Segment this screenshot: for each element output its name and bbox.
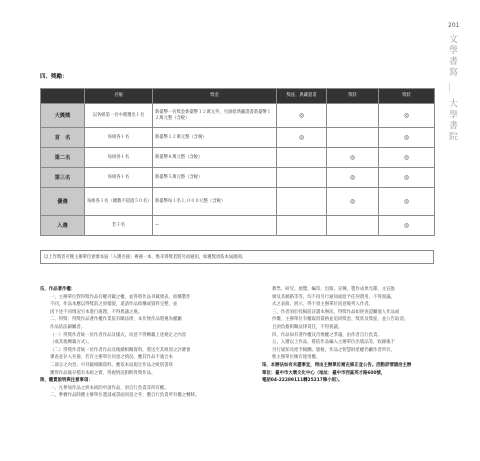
plaque-mark: ◎ [379, 188, 435, 216]
rule-line: 教學、研究、展覽、編印、出版、宣傳、製作成果光碟、文宣推 [272, 287, 395, 292]
certificate-mark [327, 104, 379, 128]
rule-line: 一、主辦單位對得獎作品有權刊載之權，並得將作品刊載發表、結構製作 [50, 294, 191, 300]
quota-cell: 每組各１名 [85, 168, 153, 188]
quota-cell: 每組各１名 [85, 128, 153, 148]
award-name-cell: 優選 [41, 188, 85, 216]
quota-cell: 每組各１名（總數不超過５０名） [85, 188, 153, 216]
prize-cell: — [153, 216, 277, 236]
rule-line: （一）得獎作者統一於作者作品及樣式，同意不得轉載上述規定之內容 [50, 332, 187, 338]
certificate-mark: ◎ [327, 188, 379, 216]
table-row [41, 216, 435, 236]
rule-line: 五、入選以上作品，將依作品編入主辦單位出版品等，收錄後不 [272, 340, 395, 346]
table-row [41, 148, 435, 168]
table-row [41, 188, 435, 216]
certificate-mark: ◎ [327, 148, 379, 168]
rule-line: 因下述不同情況另本進行處理，不得異議之處。 [50, 309, 143, 315]
trophy-mark: ◎ [277, 128, 327, 148]
trophy-mark [277, 168, 327, 188]
plaque-mark: ◎ [379, 128, 435, 148]
trophy-mark [277, 148, 327, 168]
rule-line: （或其他轉載方式）。 [50, 340, 92, 346]
table-row [41, 128, 435, 148]
prize-cell: 新臺幣一名獎金新臺幣１２萬元外，另頒給典藏證書新臺幣１２萬元整（含稅） [153, 104, 277, 128]
rule-line: 一、凡參加作品之經本組的申請作品，須自行負責其所有權。 [50, 385, 169, 391]
rule-line: 抄襲，主辦單位有權取消資格並追回獎金、獎狀及獎座，並公告取消， [272, 317, 409, 323]
header-award-name [41, 89, 85, 104]
page-number: 201 [448, 22, 460, 29]
plaque-mark: ◎ [379, 104, 435, 128]
rule-line: 作品依法歸屬者。 [50, 324, 86, 330]
plaque-mark: ◎ [379, 148, 435, 168]
award-name-cell: 首 名 [41, 128, 85, 148]
certificate-mark [327, 128, 379, 148]
quota-cell: 每組各１名 [85, 148, 153, 168]
rule-line: 審查並存入名冊，若有主辦單位同意之情況，應其作品不適合本 [50, 355, 173, 361]
prize-cell: 新臺幣１２萬元整（含稅） [153, 128, 277, 148]
awards-table-header-row [41, 89, 435, 104]
certificate-mark [327, 216, 379, 236]
trophy-mark [277, 188, 327, 216]
award-name-cell: 大獎獎 [41, 104, 85, 128]
rule-line: 四、作品如有著作權及肖像權之爭議，由作者自行負責。 [272, 332, 382, 338]
trophy-mark [277, 216, 327, 236]
award-name-cell: 第二名 [41, 148, 85, 168]
table-row [41, 168, 435, 188]
prize-cell: 新臺幣每１名１,０００元整（含稅） [153, 188, 277, 216]
quota-cell: 若干名 [85, 216, 153, 236]
rule-line: 惟主辦單位擁有使用權。 [272, 355, 321, 361]
rule-line: 且須負擔相關法律責任，不得異議。 [272, 324, 343, 330]
header-prize: 獎金 [153, 89, 277, 104]
vertical-book-title: 文學書寫 ＿ 大學書院 [447, 34, 457, 143]
rule-line: 另行通知及給予稿酬、版稅。作品之智慧財產權仍屬作者所有， [272, 347, 395, 353]
rule-line: 二、得獎：得獎作品著作權作業依有關法律，本作無作品將視為權屬 [50, 317, 182, 323]
header-plaque: 獎狀 [379, 89, 435, 104]
rule-line: 不同，作品本應以得獎前之原樣貌，還請作品結構或資料完整，並 [50, 302, 178, 308]
rules-column-right [262, 286, 448, 385]
header-certificate: 獎狀 [327, 89, 379, 104]
rule-line: 廣及其網路等等，均不再另行通知或給予任何費用，不得異議。 [272, 294, 395, 300]
rule-line: 陸、權責說明與注意事項： [40, 378, 93, 384]
rules-column-left [40, 286, 226, 400]
rule-line: 單位：臺中市大墩文化中心（地址：臺中市西區英才路600號， [262, 370, 386, 376]
rule-line: 式之表演、展示，得不須主辦單位同意後列入作者。 [272, 302, 373, 308]
awards-table [40, 88, 435, 236]
certificate-mark: ◎ [327, 168, 379, 188]
trophy-mark: ◎ [277, 104, 327, 128]
awards-table-note: 以上作獎者可獲主辦單位頒發本屆「入選名冊」專冊一本，惟未得獎者將另函通知，如獲獎須依本屆規則。 [40, 250, 434, 264]
award-name-cell: 第三名 [41, 168, 85, 188]
award-name-cell: 入選 [41, 216, 85, 236]
prize-cell: 新臺幣５萬元整（含稅） [153, 168, 277, 188]
header-quota: 名額 [85, 89, 153, 104]
header-trophy: 獎座、典藏證書 [277, 89, 327, 104]
rule-line: （二）得獎作者統一於作者作品及後續相關資料，將送至其組別之評審會 [50, 347, 191, 353]
table-row [41, 104, 435, 128]
prize-cell: 新臺幣８萬元整（含稅） [153, 148, 277, 168]
rule-line: 二、參賽作品除獲主辦單位邀請或書面同意之外，應自行負責所有權之轉移。 [50, 393, 200, 399]
rule-line: 獲得作品後存檔有本組之實，得視情況斟酌得獎作品。 [50, 370, 156, 376]
rule-line: 電話04-22289111轉25217陳小姐）。 [262, 378, 343, 384]
rule-line: 柒、本辦法如有未盡事宜，得由主辦單位補充修正並公告。活動詳情請洽主辦 [262, 362, 412, 368]
rule-line: 二部分之內容，可刊載相關資料，應依本屆規定作品之組別書寫 [50, 362, 173, 368]
plaque-mark: ◎ [379, 168, 435, 188]
section-label-awards: 四、獎勵： [40, 74, 68, 80]
rule-line: 三、作者須於投稿前詳讀本辦法，得獎作品如經查證屬他人作品或 [272, 309, 400, 315]
plaque-mark: ◎ [379, 216, 435, 236]
quota-cell: 以各組第一名中遴選出１名 [85, 104, 153, 128]
rule-line: 伍、作品著作權： [40, 287, 76, 292]
